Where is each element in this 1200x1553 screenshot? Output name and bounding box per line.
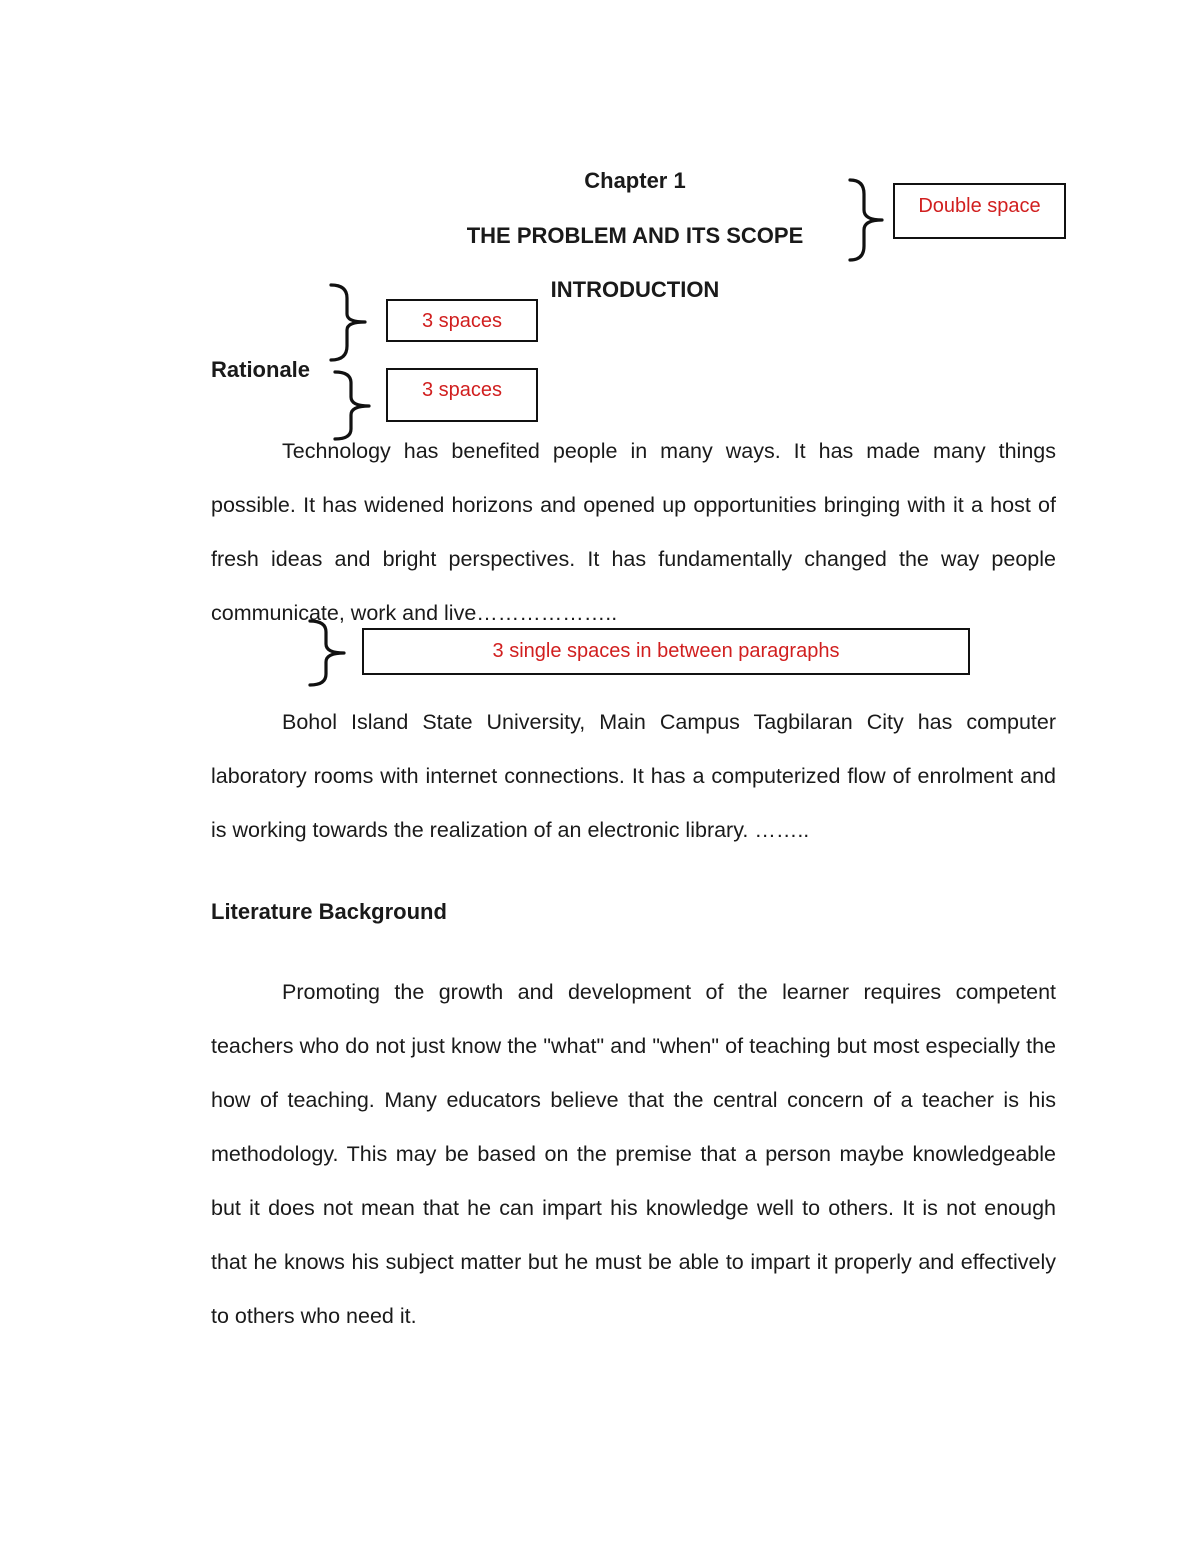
three-spaces-top-note: 3 spaces — [386, 299, 538, 342]
literature-paragraph: Promoting the growth and development of the learner requires competent teachers who do not just know the "what" and "when" of teaching but most especially the how of teaching. Many educators believe that the central concern of a teacher is his methodology. This may be based on the premise that a person maybe knowledgeable but it does not mean that he can impart his knowledge well to others. It is not enough that he knows his subject matter but he must be able to impart it properly and effectively to others who need it. — [211, 980, 1056, 1328]
rationale-paragraph-1: Technology has benefited people in many ways. It has made many things possible. It has widened horizons and opened up opportunities bringing with it a host of fresh ideas and bright perspectives. It has fundamentally changed the way people communicate, work and live……………….. — [211, 439, 1056, 625]
paragraph-spacing-note: 3 single spaces in between paragraphs — [362, 628, 970, 675]
chapter-number: Chapter 1 — [584, 168, 686, 193]
three-spaces-top-brace-icon — [327, 282, 371, 364]
introduction-heading: INTRODUCTION — [550, 277, 720, 302]
double-space-brace-icon — [846, 176, 890, 266]
chapter-title: THE PROBLEM AND ITS SCOPE — [466, 223, 804, 248]
three-spaces-bottom-brace-icon — [331, 369, 375, 443]
literature-heading: Literature Background — [211, 899, 447, 924]
double-space-note: Double space — [893, 183, 1066, 239]
paragraph-spacing-brace-icon — [306, 618, 350, 688]
rationale-paragraph-2: Bohol Island State University, Main Campus Tagbilaran City has computer laboratory rooms with internet connections. It has a computerized flow of enrolment and is working towards the realization of an electronic library. …….. — [211, 710, 1056, 842]
three-spaces-bottom-note: 3 spaces — [386, 368, 538, 422]
rationale-heading: Rationale — [211, 357, 311, 382]
